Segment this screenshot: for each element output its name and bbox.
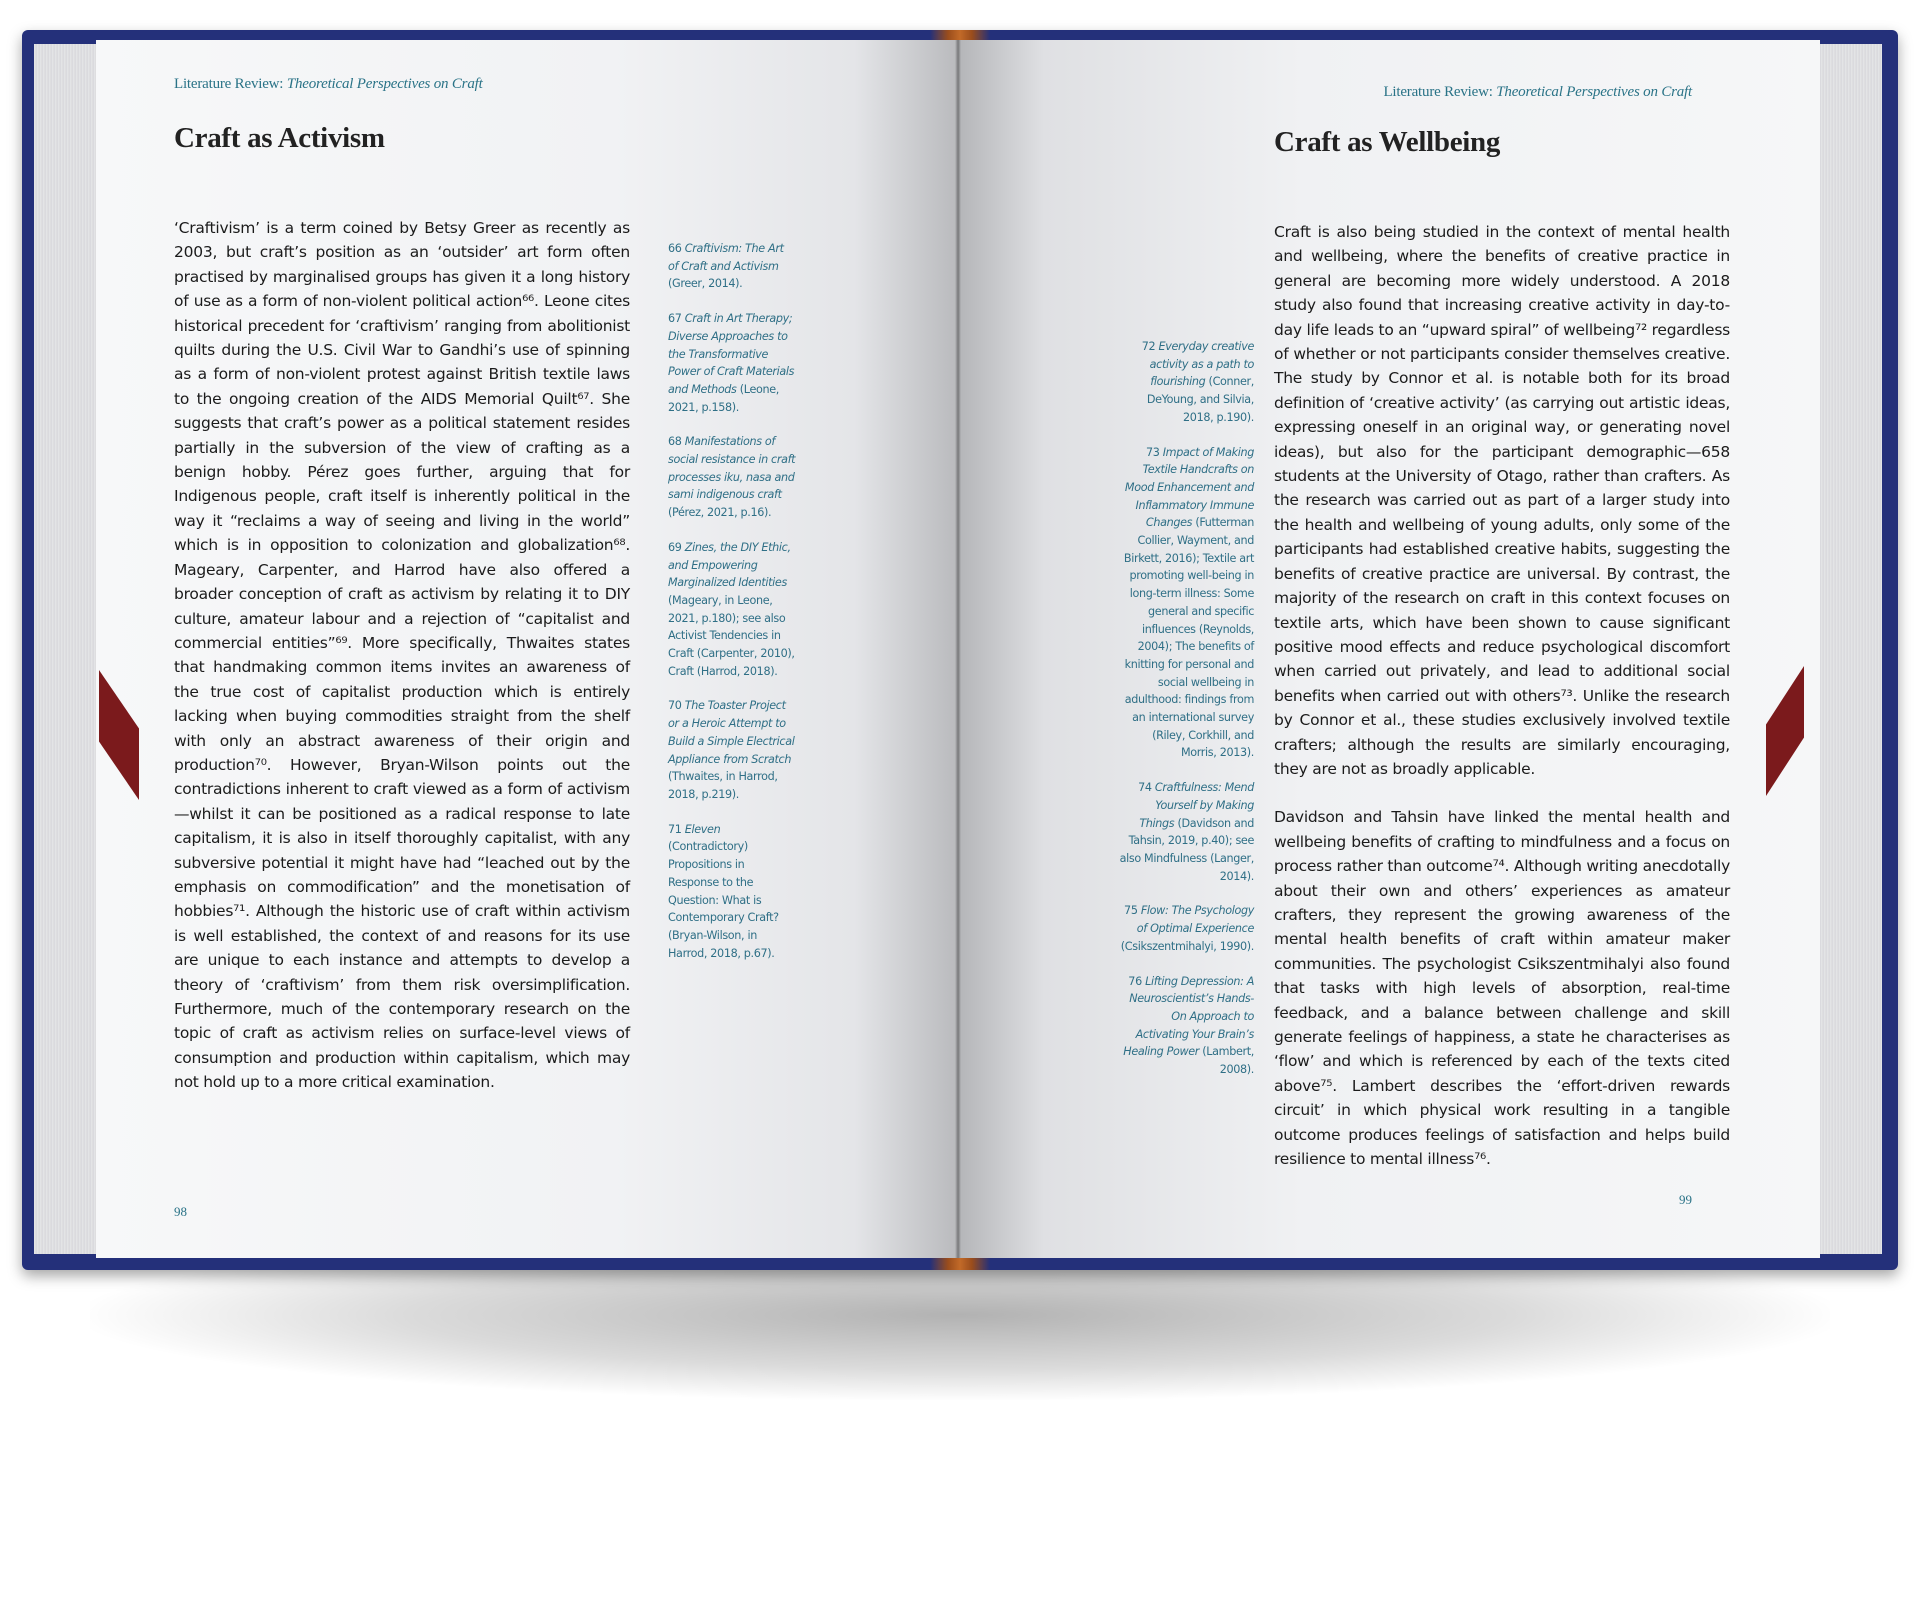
running-header	[1383, 84, 1692, 101]
section-title: Craft as Wellbeing	[1274, 126, 1501, 158]
footnote-title: The Toaster Project or a Heroic Attempt to Build a Simple Electrical Appliance from Scratch	[668, 699, 795, 766]
footnote-column	[1118, 338, 1254, 1096]
footnote-citation: (Greer, 2014).	[668, 277, 743, 291]
right-page	[958, 40, 1820, 1258]
running-header-italic: Theoretical Perspectives on Craft	[1496, 84, 1692, 100]
footnote-title: Craft in Art Therapy; Diverse Approaches to the Transformative Power of Craft Materials and Methods	[668, 312, 795, 396]
footnote-number: 70	[668, 699, 682, 713]
page-number: 99	[1679, 1192, 1692, 1207]
footnote	[1118, 444, 1254, 763]
body-text	[1274, 220, 1730, 1171]
footnote-citation: (Csikszentmihalyi, 1990).	[1120, 939, 1254, 953]
left-page	[96, 40, 958, 1258]
footnote-citation: (Thwaites, in Harrod, 2018, p.219).	[668, 770, 778, 801]
footnote	[668, 697, 796, 803]
footnote-citation: (Pérez, 2021, p.16).	[668, 506, 772, 520]
footnote-title: Eleven	[684, 822, 721, 836]
footnote-title: Craftfulness: Mend Yourself by Making Things	[1139, 781, 1254, 830]
section-title: Craft as Activism	[174, 122, 385, 154]
page-edges-right	[1812, 44, 1882, 1254]
footnote-number: 67	[668, 312, 682, 326]
body-paragraph: Davidson and Tahsin have linked the mental health and wellbeing benefits of crafting to mindfulness and a focus on process rather than outcome⁷⁴. Although writing anecdotally about their own and others’ experiences as amateur crafters, they represent the growing awareness of the mental health benefits of craft within amateur maker communities. The psychologist Csikszentmihalyi also found that tasks with high levels of absorption, real-time feedback, and a balance between challenge and skill generate feelings of happiness, a state he characterises as ‘flow’ and which is referenced by each of the texts cited above⁷⁵. Lambert describes the ‘effort-driven rewards circuit’ in which physical work resulting in a tangible outcome produces feelings of satisfaction and helps build resilience to mental illness⁷⁶.	[1274, 808, 1730, 1169]
footnote	[1118, 338, 1254, 427]
footnote-title: Everyday creative activity as a path to flourishing	[1149, 340, 1254, 389]
body-paragraph: ‘Craftivism’ is a term coined by Betsy Greer as recently as 2003, but craft’s position as an ‘outsider’ art form often practised by marginalised groups has given it a long history of use as a form of non-violent political action⁶⁶. Leone cites historical precedent for ‘craftivism’ ranging from abolitionist quilts during the U.S. Civil War to Gandhi’s use of spinning as a form of non-violent protest against British textile laws to the ongoing creation of the AIDS Memorial Quilt⁶⁷. She suggests that craft’s power as a political statement resides partially in the subversion of the view of crafting as a benign hobby. Pérez goes further, arguing that for Indigenous people, craft itself is inherently political in the way it “reclaims a way of seeing and living in the world” which is in opposition to colonization and globalization⁶⁸. Mageary, Carpenter, and Harrod have also offered a broader conception of craft as activism by relating it to DIY culture, amateur labour and a rejection of “capitalist and commercial entities”⁶⁹. More specifically, Thwaites states that handmaking common items invites an awareness of the true cost of capitalist production which is entirely lacking when buying commodities straight from the shelf with only an abstract awareness of their origin and production⁷⁰. However, Bryan-Wilson points out the contradictions inherent to craft viewed as a form of activism—whilst it can be positioned as a radical response to late capitalism, it is also in itself thoroughly capitalist, with any subversive potential it might have had “leached out by the emphasis on commodification” and the monetisation of hobbies⁷¹. Although the historic use of craft within activism is well established, the context of and reasons for its use are unique to each instance and attempts to develop a theory of ‘craftivism’ from them risk oversimplification. Furthermore, much of the contemporary research on the topic of craft as activism relies on surface-level views of consumption and production within capitalism, which may not hold up to a more critical examination.	[174, 219, 630, 1092]
footnote-number: 72	[1141, 340, 1156, 353]
footnote-citation: (Mageary, in Leone, 2021, p.180); see also Activist Tendencies in Craft (Carpenter, 2010), Craft (Harrod, 2018).	[668, 593, 795, 678]
footnote-number: 69	[668, 540, 682, 554]
footnote-number: 75	[1124, 904, 1138, 918]
footnote	[668, 240, 796, 293]
footnote-number: 76	[1128, 974, 1142, 988]
footnote-column	[668, 240, 796, 979]
footnote	[1118, 902, 1254, 955]
footnote-citation: (Conner, DeYoung, and Silvia, 2018, p.190).	[1146, 375, 1254, 424]
footnote-title: Impact of Making Textile Handcrafts on Mood Enhancement and Inflammatory Immune Changes	[1124, 445, 1254, 530]
footnote-citation: (Lambert, 2008).	[1199, 1045, 1254, 1077]
page-number: 98	[174, 1204, 187, 1219]
footnote-number: 71	[668, 822, 682, 836]
footnote	[668, 310, 796, 416]
body-text	[174, 216, 630, 1095]
footnote-citation: (Davidson and Tahsin, 2019, p.40); see also Mindfulness (Langer, 2014).	[1119, 816, 1254, 883]
running-header-italic: Theoretical Perspectives on Craft	[286, 76, 483, 92]
footnote-number: 66	[668, 242, 682, 255]
footnote-citation: (Contradictory) Propositions in Response to the Question: What is Contemporary Craft? (Bryan-Wilson, in Harrod, 2018, p.67).	[668, 840, 779, 960]
footnote-number: 68	[668, 435, 682, 449]
footnote-number: 74	[1138, 781, 1152, 795]
footnote	[668, 539, 796, 681]
running-header-prefix: Literature Review:	[1383, 84, 1497, 100]
footnote	[1118, 779, 1254, 885]
footnote	[668, 821, 796, 963]
footnote	[668, 433, 796, 522]
footnote-title: Zines, the DIY Ethic, and Empowering Marginalized Identities	[668, 540, 791, 590]
body-paragraph: Craft is also being studied in the context of mental health and wellbeing, where the benefits of creative practice in general are becoming more widely understood. A 2018 study also found that increasing creative activity in day-to-day life leads to an “upward spiral” of wellbeing⁷² regardless of whether or not participants consider themselves creative. The study by Connor et al. is notable both for its broad definition of ‘creative activity’ (as carrying out artistic ideas, expressing oneself in an original way, or generating novel ideas), but also for the participant demographic—658 students at the University of Otago, rather than crafters. As the research was carried out as part of a larger study into the health and wellbeing of young adults, only some of the participants had established creative habits, suggesting the benefits of creative practice are universal. By contrast, the majority of the research on craft in this context focuses on textile arts, which have been shown to cause significant positive mood effects and reduce psychological discomfort when carried out privately, and lead to additional social benefits when carried out with others⁷³. Unlike the research by Connor et al., these studies exclusively involved textile crafters; although the results are similarly encouraging, they are not as broadly applicable.	[1274, 223, 1730, 778]
running-header-prefix: Literature Review:	[174, 76, 287, 92]
gutter-fold	[955, 40, 961, 1258]
footnote-title: Lifting Depression: A Neuroscientist’s Hands-On Approach to Activating Your Brain’s Healing Power	[1123, 974, 1254, 1059]
running-header	[174, 76, 483, 93]
footnote-title: Craftivism: The Art of Craft and Activism	[668, 242, 784, 273]
footnote-citation: (Futterman Collier, Wayment, and Birkett, 2016); Textile art promoting well-being in long-term illness: Some general and specific influences (Reynolds, 2004); The benefits of knitting for personal and social wellbeing in adulthood: findings from an international survey (Riley, Corkhill, and Morris, 2013).	[1123, 516, 1254, 760]
footnote-title: Flow: The Psychology of Optimal Experience	[1136, 904, 1254, 936]
footnote	[1118, 973, 1254, 1079]
page-edges-left	[34, 44, 104, 1254]
footnote-number: 73	[1145, 445, 1160, 459]
footnote-title: Manifestations of social resistance in craft processes iku, nasa and sami indigenous craft	[668, 435, 796, 502]
footnote-citation: (Leone, 2021, p.158).	[668, 382, 779, 414]
